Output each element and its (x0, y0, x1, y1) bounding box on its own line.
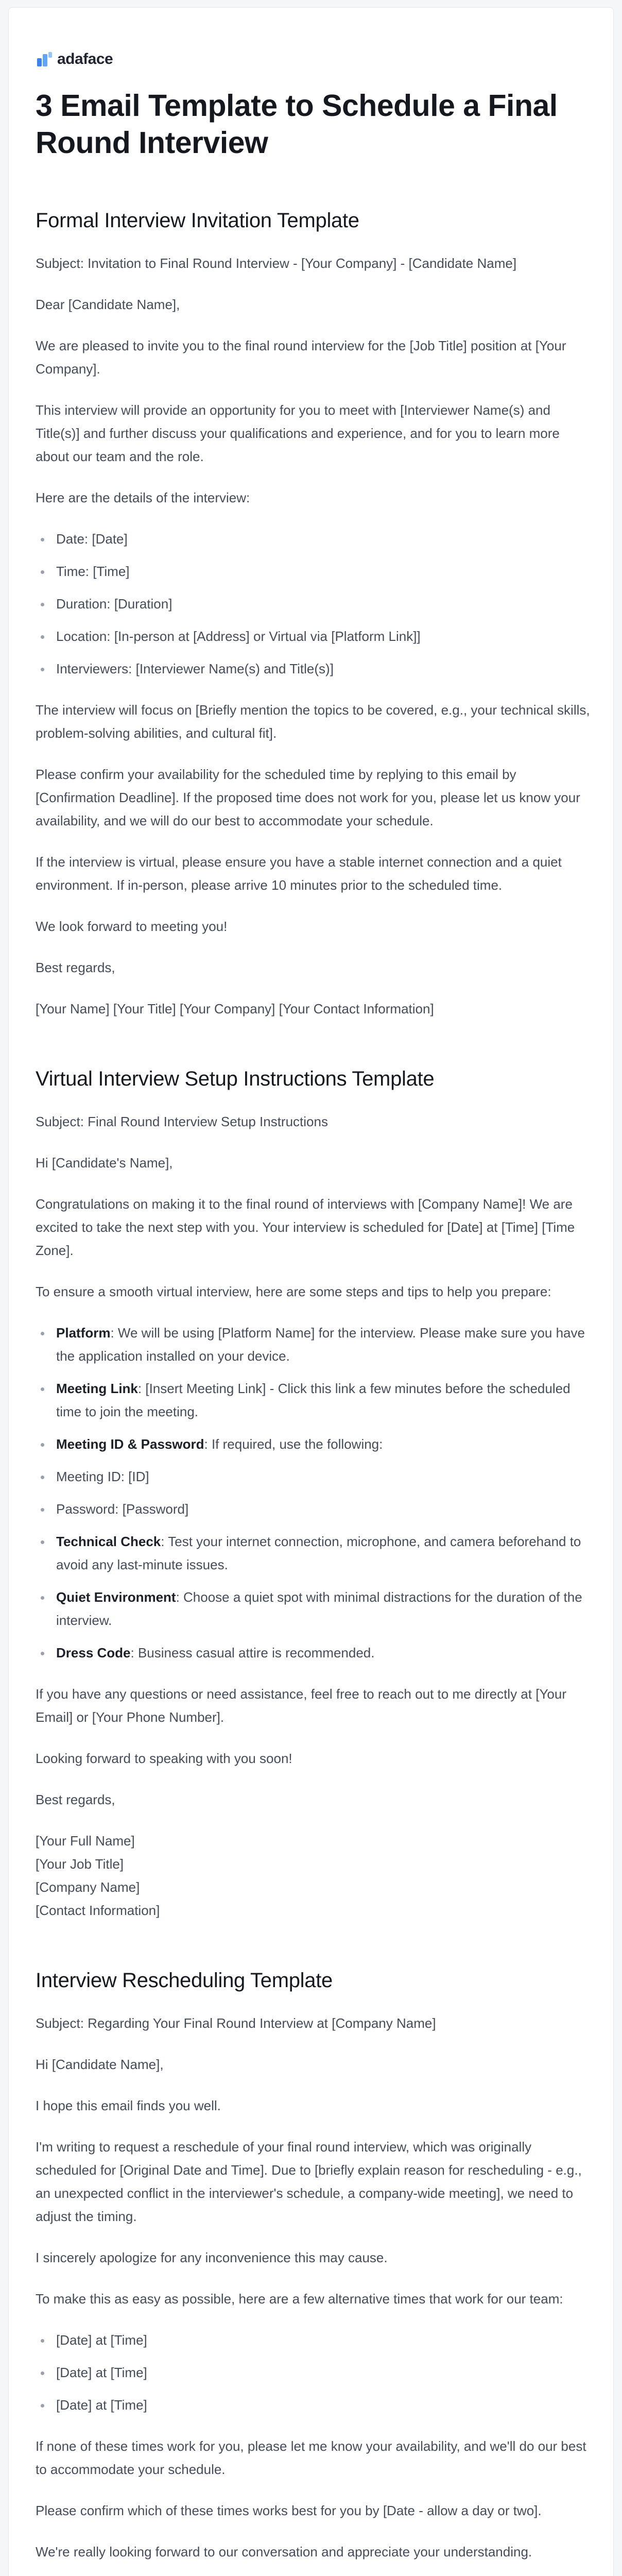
section-heading-formal: Formal Interview Invitation Template (36, 209, 359, 232)
item-label: Meeting Link (56, 1381, 138, 1396)
paragraph: We look forward to meeting you! (36, 919, 228, 934)
list-item: Time: [Time] (36, 560, 592, 583)
signature-line: [Company Name] (36, 1879, 140, 1895)
paragraph: Congratulations on making it to the final round of interviews with [Company Name]! We are excited to take the next step with you. Your interview is scheduled for [Date] at [Time] [Time Zone]. (36, 1196, 575, 1258)
list-item: Location: [In-person at [Address] or Virtual via [Platform Link]] (36, 625, 592, 648)
item-label: Technical Check (56, 1534, 161, 1549)
list-item (36, 1433, 592, 1456)
item-text: Password: [Password] (56, 1501, 189, 1517)
list-item (36, 1586, 592, 1632)
list-item (36, 1498, 592, 1521)
list-item: [Date] at [Time] (36, 2329, 592, 2352)
paragraph: Here are the details of the interview: (36, 490, 250, 505)
paragraph: This interview will provide an opportunity for you to meet with [Interviewer Name(s) and Title(s)] and further discuss your qualifications and experience, and for you to learn more about our team and the role. (36, 402, 560, 464)
interview-details-list (36, 528, 592, 681)
email-greeting: Hi [Candidate Name], (36, 2057, 164, 2072)
paragraph: Looking forward to speaking with you soon! (36, 1751, 292, 1766)
item-text: : Test your internet connection, microphone, and camera beforehand to avoid any last-minute issues. (56, 1534, 581, 1572)
list-item: Date: [Date] (36, 528, 592, 551)
section-heading-virtual: Virtual Interview Setup Instructions Template (36, 1067, 435, 1090)
item-text: Meeting ID: [ID] (56, 1469, 149, 1484)
email-subject: Subject: Final Round Interview Setup Instructions (36, 1114, 328, 1129)
email-subject: Subject: Regarding Your Final Round Interview at [Company Name] (36, 2015, 436, 2031)
list-item (36, 1530, 592, 1577)
email-signoff: Best regards, (36, 960, 115, 975)
item-text: : Choose a quiet spot with minimal distractions for the duration of the interview. (56, 1589, 582, 1628)
item-label: Platform (56, 1325, 111, 1341)
list-item (36, 1321, 592, 1368)
brand-name: adaface (57, 50, 113, 67)
list-item: [Date] at [Time] (36, 2361, 592, 2384)
item-text: : We will be using [Platform Name] for the interview. Please make sure you have the application installed on your device. (56, 1325, 585, 1364)
list-item (36, 1377, 592, 1423)
list-item: [Date] at [Time] (36, 2394, 592, 2417)
item-text: : [Insert Meeting Link] - Click this link a few minutes before the scheduled time to join the meeting. (56, 1381, 571, 1419)
email-subject: Subject: Invitation to Final Round Interview - [Your Company] - [Candidate Name] (36, 256, 517, 271)
paragraph: I hope this email finds you well. (36, 2098, 221, 2113)
signature-line: [Contact Information] (36, 1903, 160, 1918)
email-greeting: Hi [Candidate's Name], (36, 1155, 173, 1171)
signature-line: [Your Full Name] (36, 1833, 135, 1849)
paragraph: Please confirm your availability for the scheduled time by replying to this email by [Confirmation Deadline]. If the proposed time does not work for you, please let us know your availability, and we will do our best to accommodate your schedule. (36, 767, 580, 828)
alternative-times-list (36, 2329, 592, 2417)
item-label: Dress Code (56, 1645, 131, 1660)
item-text: : If required, use the following: (204, 1436, 383, 1452)
list-item: Duration: [Duration] (36, 592, 592, 616)
page-title: 3 Email Template to Schedule a Final Round Interview (36, 89, 558, 160)
paragraph: The interview will focus on [Briefly mention the topics to be covered, e.g., your technical skills, problem-solving abilities, and cultural fit]. (36, 702, 590, 741)
email-signature (36, 1829, 592, 1922)
list-item (36, 1641, 592, 1665)
email-greeting: Dear [Candidate Name], (36, 297, 180, 312)
list-item: Interviewers: [Interviewer Name(s) and Title(s)] (36, 657, 592, 681)
item-label: Quiet Environment (56, 1589, 176, 1605)
paragraph: I sincerely apologize for any inconvenience this may cause. (36, 2250, 388, 2265)
list-item (36, 1465, 592, 1488)
adaface-logo-icon (36, 50, 53, 68)
email-signature: [Your Name] [Your Title] [Your Company] [Your Contact Information] (36, 1001, 434, 1016)
paragraph: To ensure a smooth virtual interview, here are some steps and tips to help you prepare: (36, 1284, 551, 1299)
paragraph: We are pleased to invite you to the final round interview for the [Job Title] position at [Your Company]. (36, 338, 566, 377)
section-heading-reschedule: Interview Rescheduling Template (36, 1969, 333, 1992)
brand-logo[interactable] (36, 49, 592, 70)
paragraph: If none of these times work for you, please let me know your availability, and we'll do our best to accommodate your schedule. (36, 2438, 586, 2477)
signature-line: [Your Job Title] (36, 1856, 124, 1872)
item-label: Meeting ID & Password (56, 1436, 204, 1452)
paragraph: To make this as easy as possible, here are a few alternative times that work for our team: (36, 2291, 563, 2307)
article-card (8, 7, 614, 2576)
paragraph: If you have any questions or need assistance, feel free to reach out to me directly at [Your Email] or [Your Phone Number]. (36, 1686, 566, 1725)
setup-steps-list (36, 1321, 592, 1665)
paragraph: We're really looking forward to our conversation and appreciate your understanding. (36, 2544, 532, 2560)
item-text: : Business casual attire is recommended. (130, 1645, 375, 1660)
article-content (36, 8, 592, 2576)
paragraph: Please confirm which of these times works best for you by [Date - allow a day or two]. (36, 2503, 542, 2518)
email-signoff: Best regards, (36, 1792, 115, 1807)
paragraph: I'm writing to request a reschedule of your final round interview, which was originally scheduled for [Original Date and Time]. Due to [briefly explain reason for rescheduling - e.g., an unexpected conflict in the interviewer's schedule, a company-wide meeting], we need to adjust the timing. (36, 2139, 582, 2224)
paragraph: If the interview is virtual, please ensure you have a stable internet connection and a quiet environment. If in-person, please arrive 10 minutes prior to the scheduled time. (36, 854, 562, 893)
